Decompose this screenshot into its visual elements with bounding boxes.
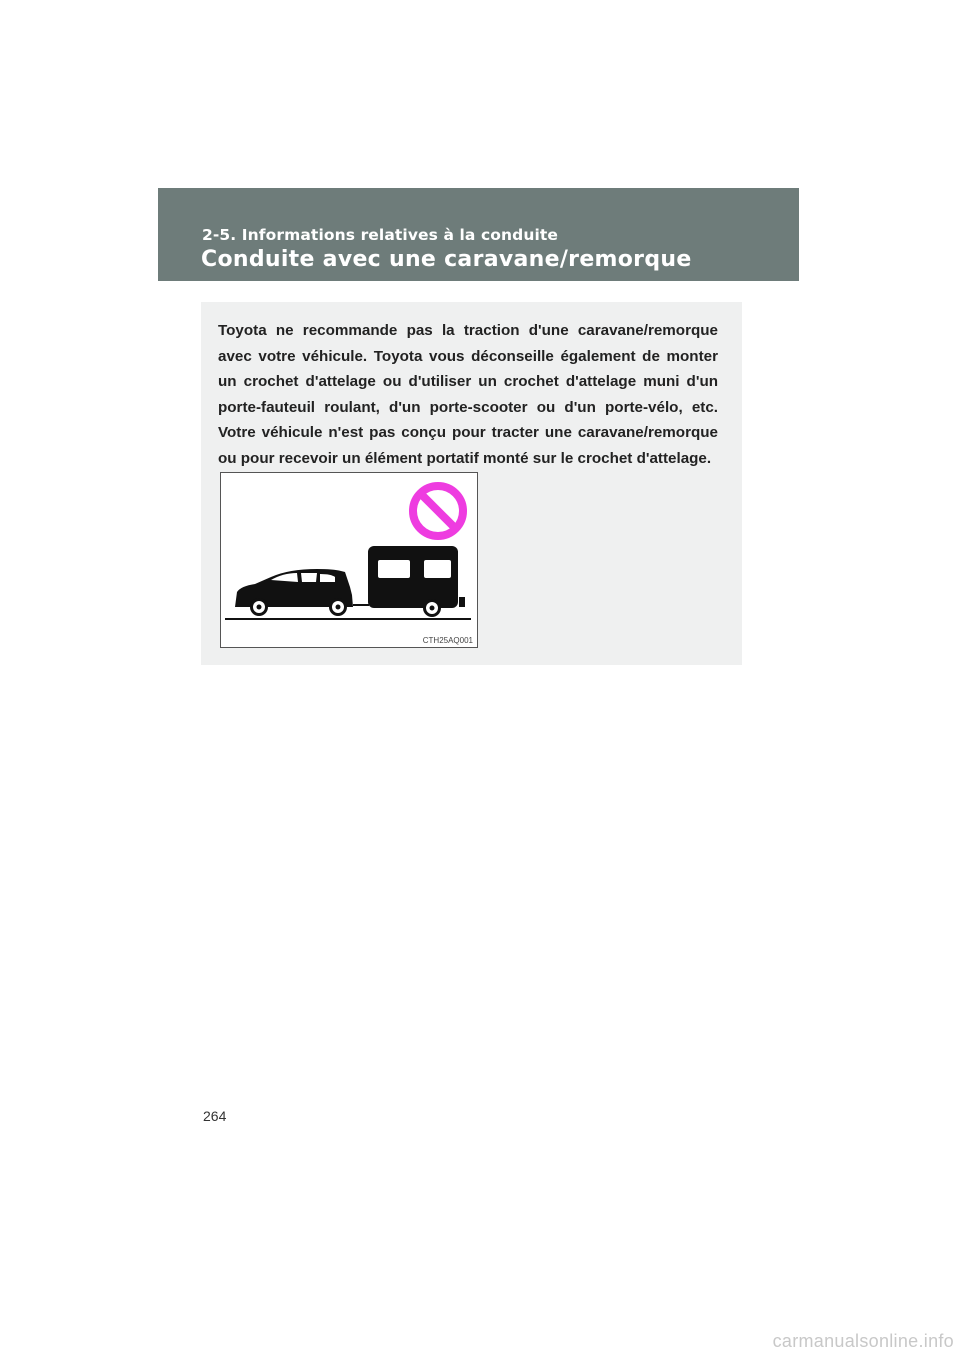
section-label: 2-5. Informations relatives à la conduite: [202, 226, 559, 244]
figure-code: CTH25AQ001: [422, 636, 473, 645]
towing-illustration: [220, 472, 478, 648]
watermark: carmanualsonline.info: [772, 1331, 954, 1351]
body-paragraph: Toyota ne recommande pas la traction d'une caravane/remorque avec votre véhicule. Toyota vous déconseille également de monter un crochet d'attelage ou d'utiliser un crochet d'attelage muni d'un porte-fauteuil roulant, d'un porte-scooter ou d'un porte-vélo, etc. Votre véhicule n'est pas conçu pour tracter une caravane/remorque ou pour recevoir un élément portatif monté sur le crochet d'attelage.: [218, 322, 718, 467]
header-band: [158, 188, 799, 281]
car-icon: [235, 569, 369, 616]
page-title: Conduite avec une caravane/remorque: [201, 247, 692, 272]
page-number: 264: [203, 1108, 227, 1124]
trailer-icon: [368, 546, 465, 617]
prohibition-sign-icon: [413, 486, 463, 536]
content-box: [201, 302, 742, 665]
